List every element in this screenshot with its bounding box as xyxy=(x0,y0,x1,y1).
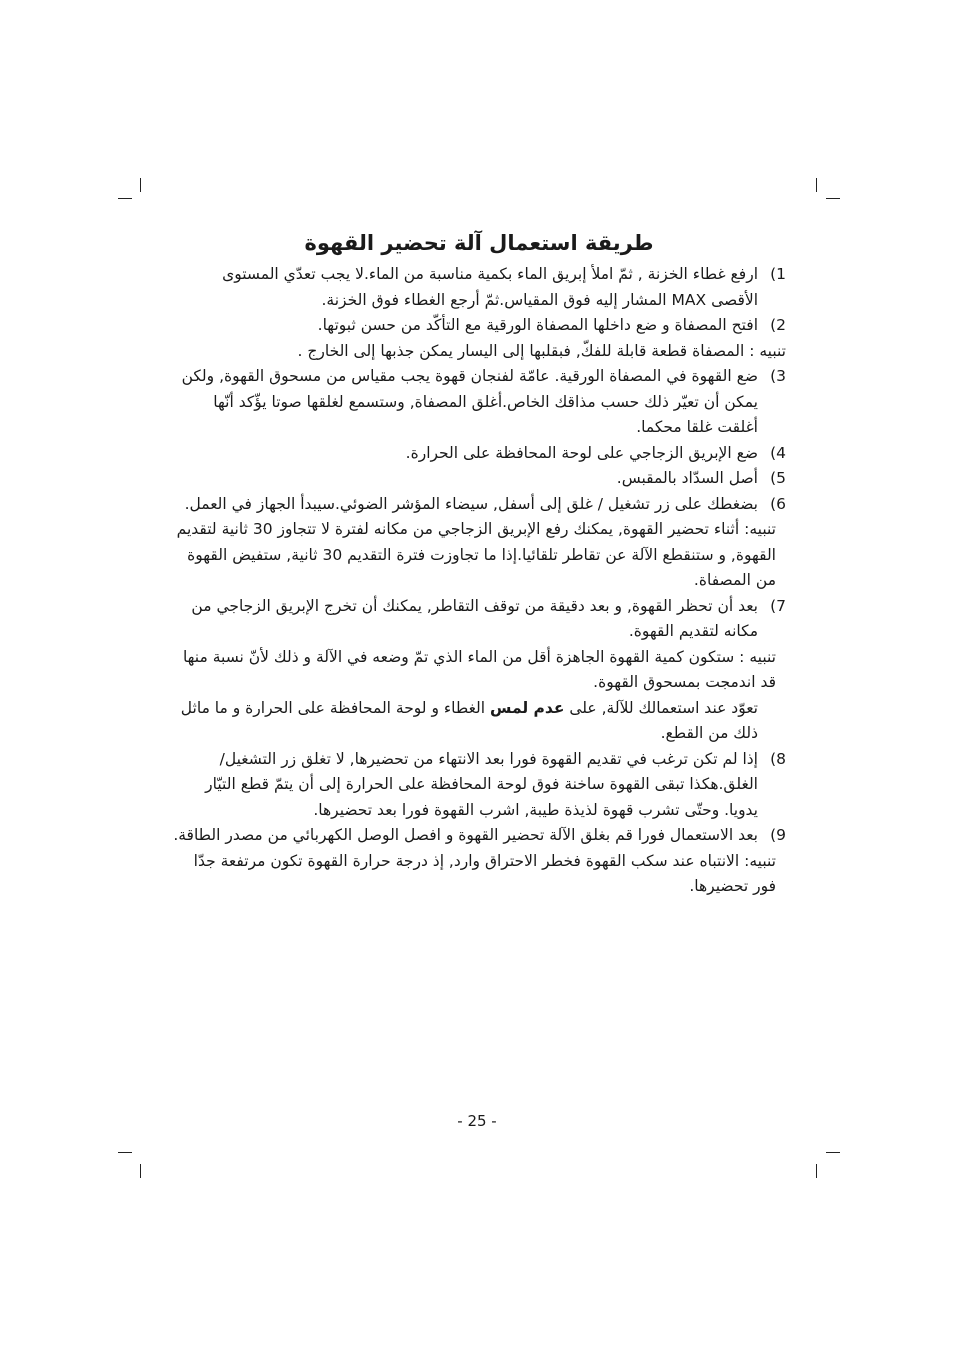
note: تنبيه : ستكون كمية القهوة الجاهزة أقل من الماء الذي تمّ وضعه في الآلة و ذلك لأنّ نسبة منها قد اندمجت بمسحوق القهوة. xyxy=(182,647,776,691)
crop-mark xyxy=(140,1164,141,1178)
note: تنبيه : المصفاة قطعة قابلة للفكّ, فبقلبها إلى اليسار يمكن جذبها إلى الخارج . xyxy=(297,341,786,360)
note: تنبيه: الانتباه عند سكب القهوة فخطر الاحتراق وارد, إذ درجة حرارة القهوة تكون مرتفعة جدّا فور تحضيرها. xyxy=(193,851,776,895)
crop-mark xyxy=(816,178,817,192)
note: تنبيه: أثناء تحضير القهوة, يمكنك رفع الإبريق الزجاجي من مكانه لفترة لا تتجاوز 30 ثانية لتقديم القهوة, و ستنقطع الآلة عن تقاطر تلقائيا.إذا ما تجاوزت فترة التقديم 30 ثانية, ستفيض القهوة من المصفاة. xyxy=(176,520,776,589)
list-item: 9) بعد الاستعمال فورا قم بغلق الآلة تحضير القهوة و افصل الوصل الكهربائي من مصدر الطاقة. xyxy=(173,826,786,844)
page-number: - 25 - xyxy=(457,1112,497,1130)
crop-mark xyxy=(826,1152,840,1153)
list-item: 5) أصل السدّاد بالمقبس. xyxy=(616,469,786,487)
list-item: 6) بضغطك على زر تشغيل / غلق إلى أسفل, سيضاء المؤشر الضوئي.سيبدأ الجهاز في العمل. xyxy=(184,494,786,513)
crop-mark xyxy=(816,1164,817,1178)
warning-emphasis: عدم لمس xyxy=(490,698,565,717)
crop-mark xyxy=(118,1152,132,1153)
document-body xyxy=(172,228,786,900)
list-item: 7) بعد أن تحظر القهوة, و بعد دقيقة من توقف التقاطر, يمكنك أن تخرج الإبريق الزجاجي من مكانه لتقديم القهوة. xyxy=(191,596,786,640)
list-item: 2) افتح المصفاة و ضع داخلها المصفاة الورقية مع التأكّد من حسن ثبوتها. xyxy=(317,316,786,334)
page-title: طريقة استعمال آلة تحضير القهوة xyxy=(304,231,654,255)
list-item: 8) إذا لم تكن ترغب في تقديم القهوة فورا بعد الانتهاء من تحضيرها, لا تغلق زر التشغيل/ الغلق.هكذا تبقى القهوة ساخنة فوق لوحة المحافظة على الحرارة إلى أن يتمّ قطع التيّار يدويا. وحتّى تشرب قهوة لذيذة طيبة, اشرب القهوة فورا بعد تحضيرها. xyxy=(205,749,786,819)
warning: تعوّد عند استعمالك للآلة, على عدم لمس الغطاء و لوحة المحافظة على الحرارة و ما ماثل ذلك من القطع. xyxy=(180,698,758,742)
crop-mark xyxy=(140,178,141,192)
list-item: 3) ضع القهوة في المصفاة الورقية. عامّة لفنجان قهوة يجب مقياس من مسحوق القهوة, ولكن يمكن أن تعيّر ذلك حسب مذاقك الخاص.أغلق المصفاة, وستسمع لغلقها صوتا يؤّكد أنّها أغلقت غلقا محكما. xyxy=(181,367,786,436)
list-item: 4) ضع الإبريق الزجاجي على لوحة المحافظة على الحرارة. xyxy=(405,443,786,462)
crop-mark xyxy=(826,198,840,199)
list-item: 1) ارفع غطاء الخزنة , ثمّ املأ إبريق الماء بكمية مناسبة من الماء.لا يجب تعدّي المستوى الأقصى MAX المشار إليه فوق المقياس.ثمّ أرجع الغطاء فوق الخزنة. xyxy=(222,265,786,309)
crop-mark xyxy=(118,198,132,199)
